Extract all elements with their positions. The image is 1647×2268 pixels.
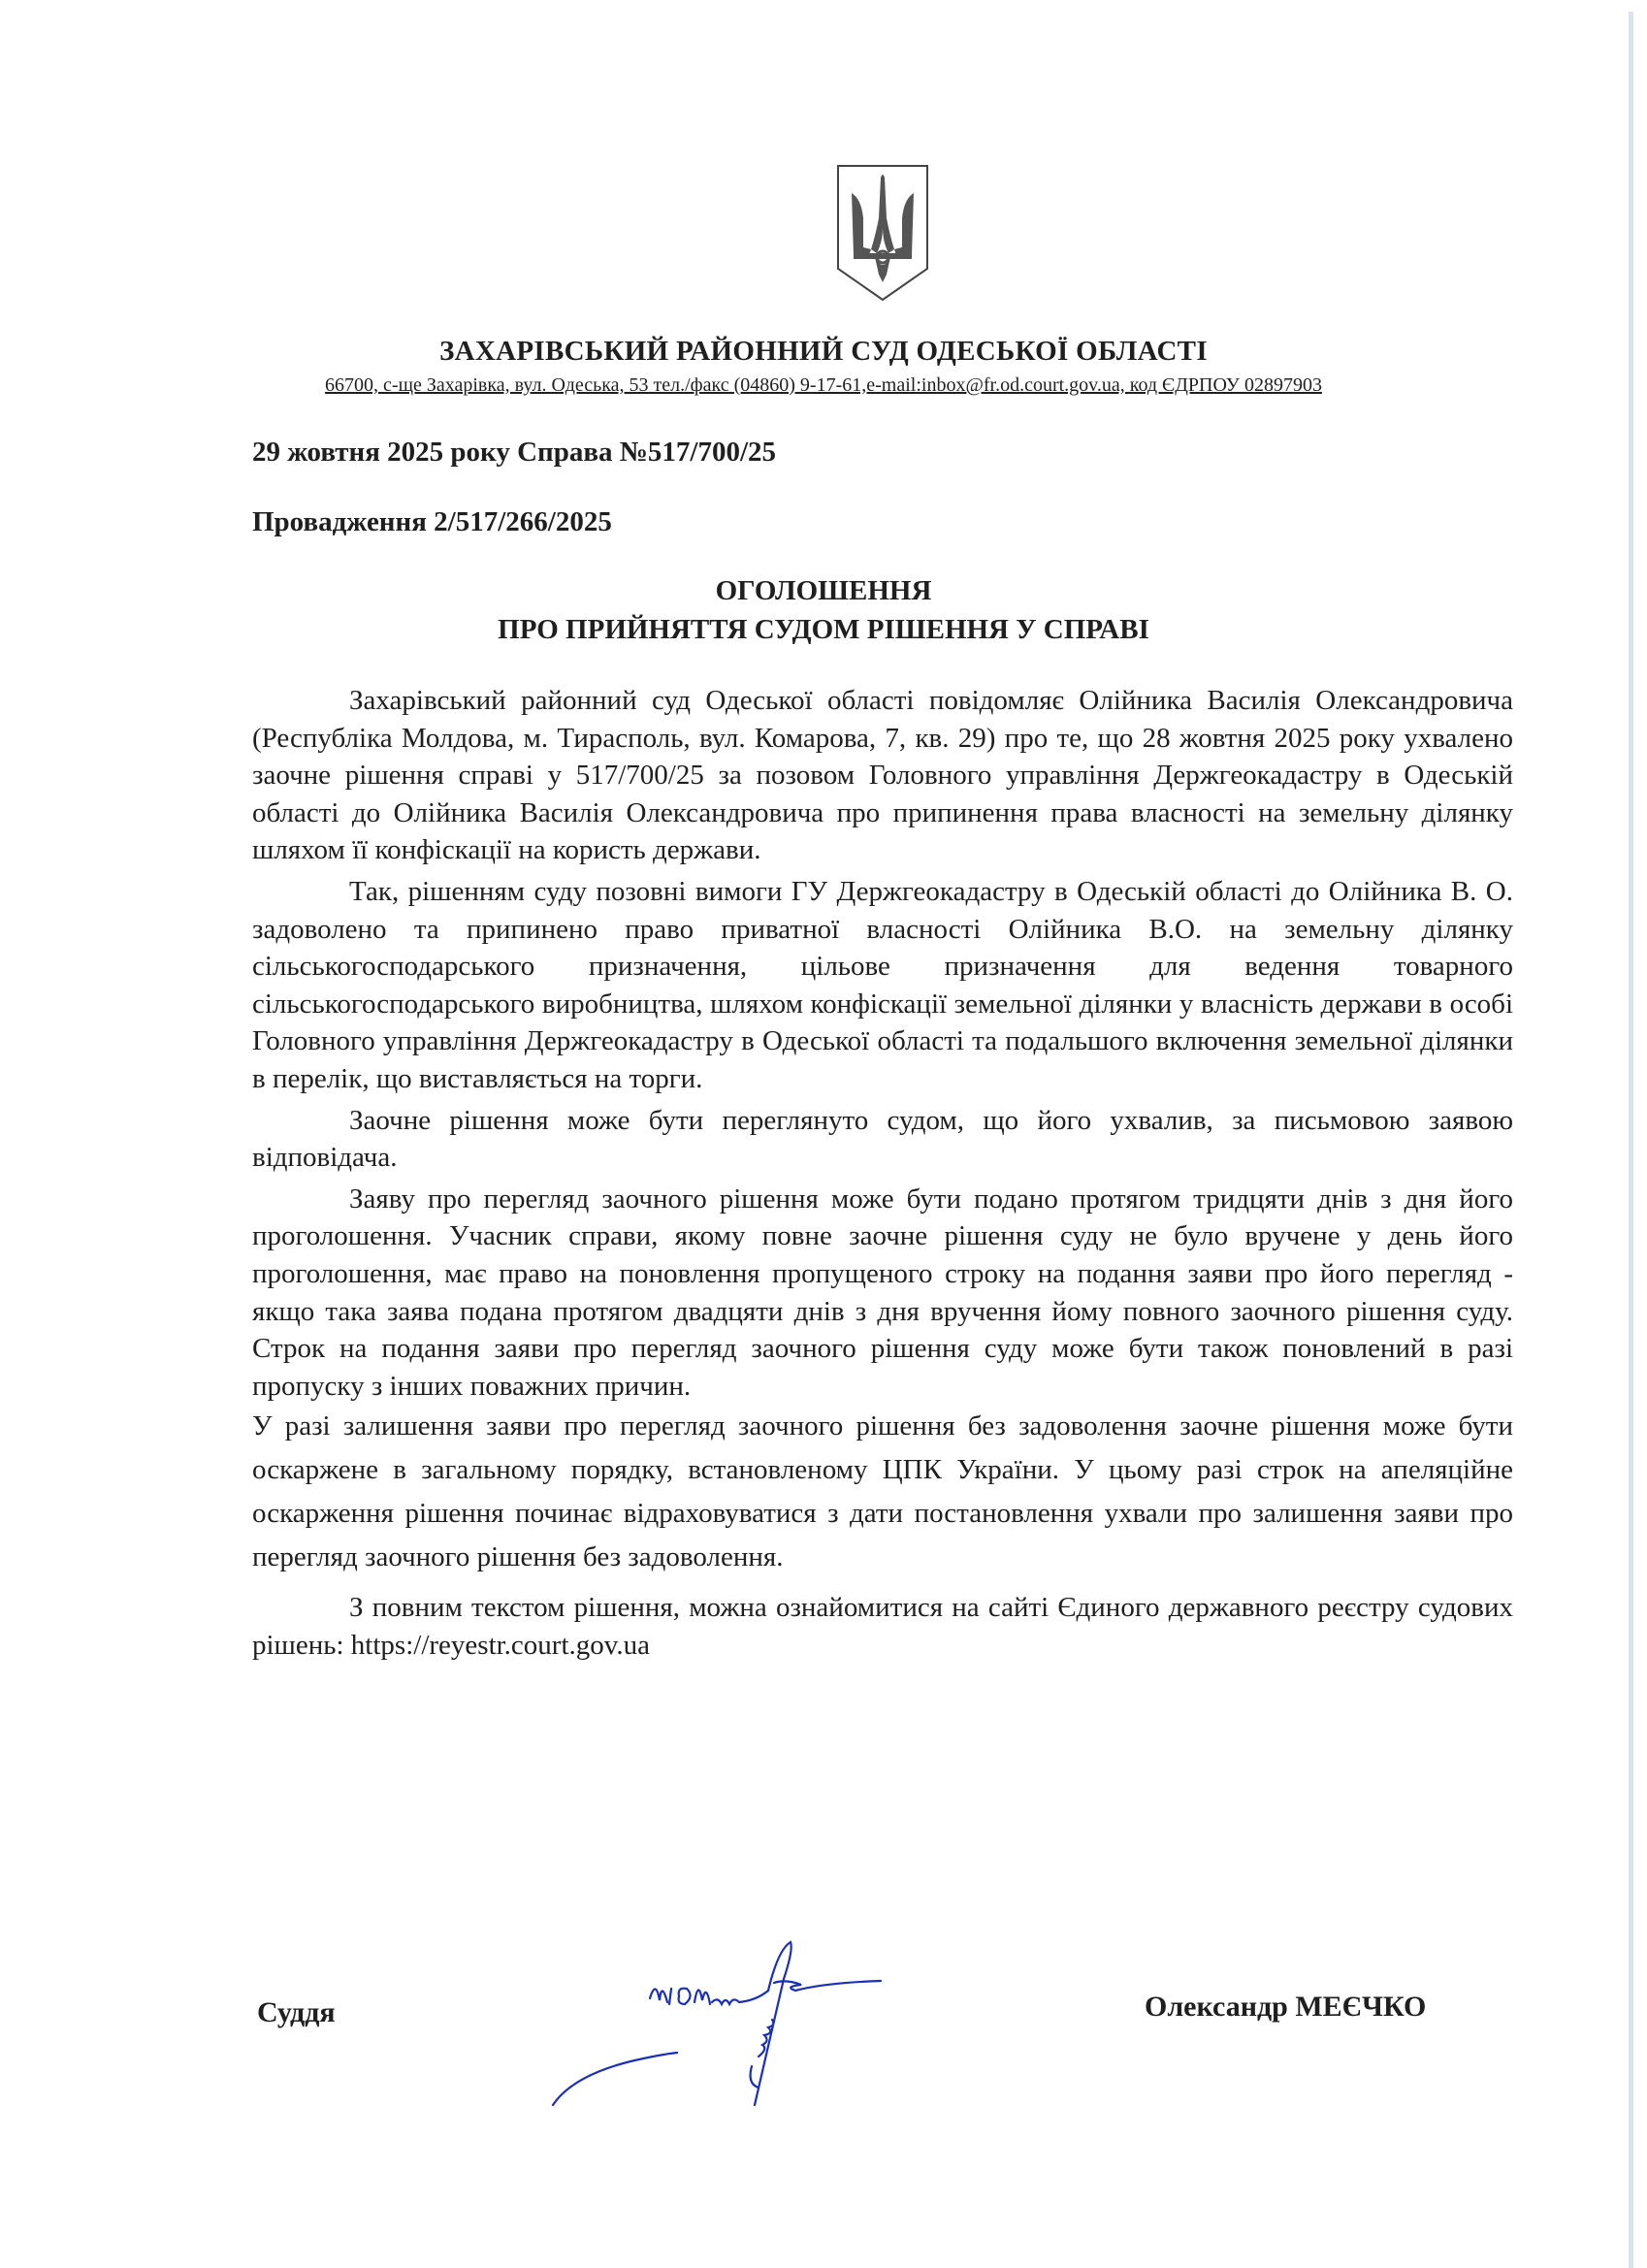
signature-icon	[514, 1940, 951, 2115]
announcement-body	[252, 682, 1513, 1664]
announcement-title: ОГОЛОШЕННЯ	[715, 575, 932, 606]
judge-label: Суддя	[257, 1996, 336, 2028]
paragraph-decision: Так, рішенням суду позовні вимоги ГУ Держгеокадастру в Одеській області до Олійника В. О. задоволено та припинено право приватної власності Олійника В.О. на земельну ділянку сільськогосподарського призначення, цільове призначення для ведення товарного сільськогосподарського виробництва, шляхом конфіскації земельної ділянки у власність держави в особі Головного управління Держгеокадастру в Одеської області та подальшого включення земельної ділянки в перелік, що виставляється на торги.	[252, 875, 1513, 1094]
announcement-subtitle: ПРО ПРИЙНЯТТЯ СУДОМ РІШЕННЯ У СПРАВІ	[498, 614, 1149, 645]
court-name: ЗАХАРІВСЬКИЙ РАЙОННИЙ СУД ОДЕСЬКОЇ ОБЛАСТІ	[439, 336, 1208, 367]
date-and-case-number: 29 жовтня 2025 року Справа №517/700/25	[252, 437, 777, 468]
proceeding-number: Провадження 2/517/266/2025	[252, 506, 612, 537]
court-address: 66700, с-ще Захарівка, вул. Одеська, 53 тел./факс (04860) 9-17-61,e-mail:inbox@fr.od.court.gov.ua, код ЄДРПОУ 02897903	[325, 374, 1322, 396]
paragraph-registry-link: З повним текстом рішення, можна ознайомитися на сайті Єдиного державного реєстру судових рішень: https://reyestr.court.gov.ua	[252, 1592, 1513, 1661]
paragraph-appeal: У разі залишення заяви про перегляд заочного рішення без задоволення заочне рішення може бути оскаржене в загальному порядку, встановленому ЦПК України. У цьому разі строк на апеляційне оскарження рішення починає відраховуватися з дати постановлення ухвали про залишення заяви про перегляд заочного рішення без задоволення.	[252, 1410, 1513, 1573]
trident-emblem-icon	[832, 160, 933, 306]
paragraph-review: Заочне рішення може бути переглянуто судом, що його ухвалив, за письмовою заявою відповідача.	[252, 1104, 1513, 1174]
paragraph-review-terms: Заяву про перегляд заочного рішення може бути подано протягом тридцяти днів з дня його проголошення. Учасник справи, якому повне заочне рішення суду не було вручене у день його проголошення, має право на поновлення пропущеного строку на подання заяви про його перегляд - якщо така заява подана протягом двадцяти днів з дня вручення йому повного заочного рішення суду. Строк на подання заяви про перегляд заочного рішення суду може бути також поновлений в разі пропуску з інших поважних причин.	[252, 1183, 1513, 1402]
paragraph-notice: Захарівський районний суд Одеської області повідомляє Олійника Василія Олександровича (Республіка Молдова, м. Тирасполь, вул. Комарова, 7, кв. 29) про те, що 28 жовтня 2025 року ухвалено заочне рішення справі у 517/700/25 за позовом Головного управління Держгеокадастру в Одеській області до Олійника Василія Олександровича про припинення права власності на земельну ділянку шляхом її конфіскації на користь держави.	[252, 685, 1513, 866]
judge-name: Олександр МЕЄЧКО	[1145, 1991, 1427, 2023]
